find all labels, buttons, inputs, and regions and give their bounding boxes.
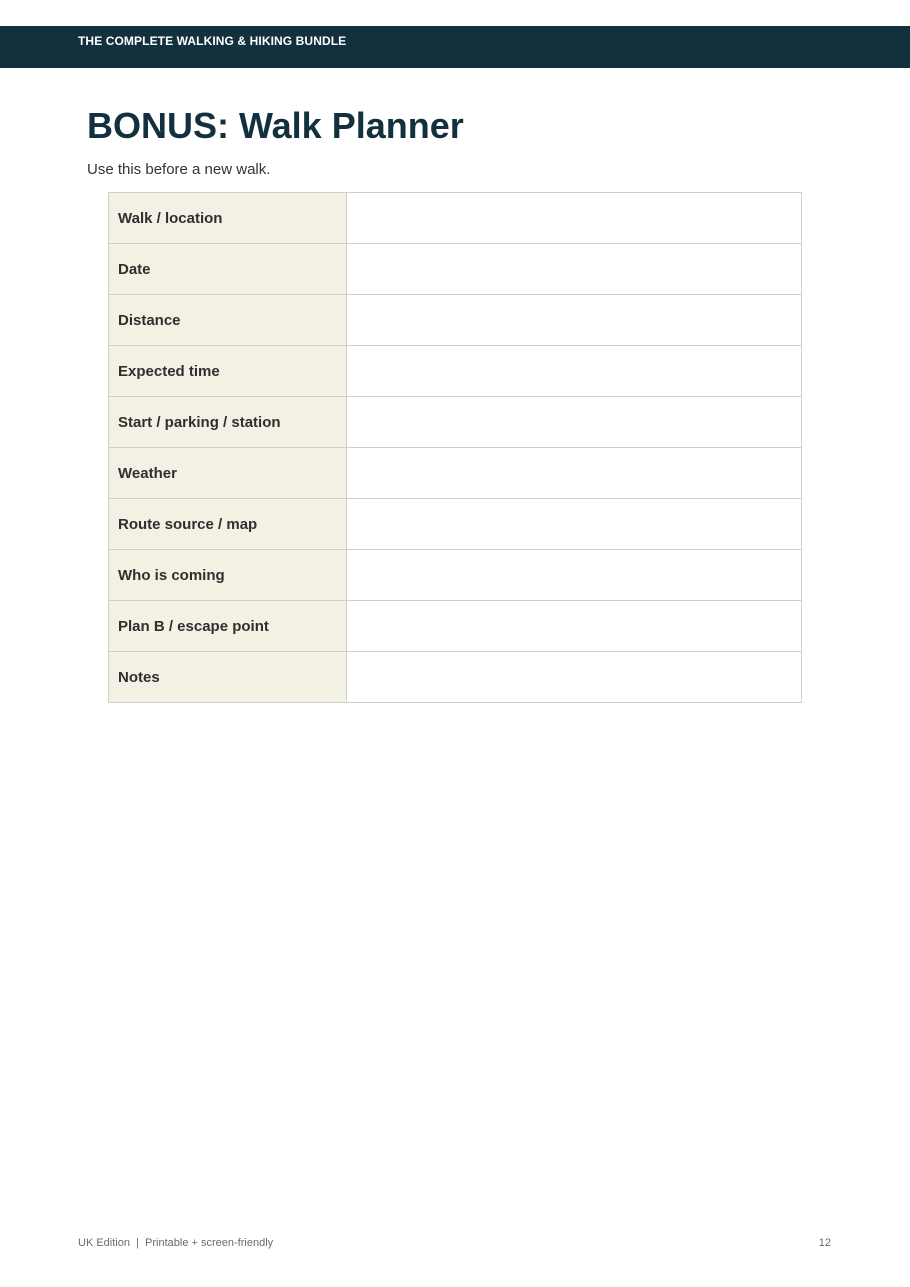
- walk-planner-table: [108, 192, 802, 703]
- header-band: [0, 26, 910, 68]
- table-row: [109, 448, 802, 499]
- row-label-who-is-coming: Who is coming: [109, 550, 347, 601]
- row-value-who-is-coming[interactable]: [347, 550, 802, 601]
- row-label-date: Date: [109, 244, 347, 295]
- row-label-expected-time: Expected time: [109, 346, 347, 397]
- row-value-walk-location[interactable]: [347, 193, 802, 244]
- row-label-weather: Weather: [109, 448, 347, 499]
- table-row: [109, 193, 802, 244]
- row-label-plan-b-escape-point: Plan B / escape point: [109, 601, 347, 652]
- table-row: [109, 397, 802, 448]
- row-value-route-source-map[interactable]: [347, 499, 802, 550]
- table-row: [109, 346, 802, 397]
- footer-edition-text: UK Edition | Printable + screen-friendly: [78, 1237, 274, 1249]
- row-label-route-source-map: Route source / map: [109, 499, 347, 550]
- table-row: [109, 295, 802, 346]
- page-subtitle: Use this before a new walk.: [87, 161, 271, 178]
- header-title: THE COMPLETE WALKING & HIKING BUNDLE: [78, 34, 347, 48]
- row-label-start-parking-station: Start / parking / station: [109, 397, 347, 448]
- table-row: [109, 601, 802, 652]
- row-value-expected-time[interactable]: [347, 346, 802, 397]
- table-row: [109, 499, 802, 550]
- table-row: [109, 550, 802, 601]
- page-title: BONUS: Walk Planner: [87, 105, 464, 146]
- row-value-date[interactable]: [347, 244, 802, 295]
- row-label-distance: Distance: [109, 295, 347, 346]
- footer-page-number: 12: [818, 1237, 831, 1249]
- row-value-weather[interactable]: [347, 448, 802, 499]
- row-value-notes[interactable]: [347, 652, 802, 703]
- table-row: [109, 652, 802, 703]
- row-value-distance[interactable]: [347, 295, 802, 346]
- row-value-start-parking-station[interactable]: [347, 397, 802, 448]
- row-value-plan-b-escape-point[interactable]: [347, 601, 802, 652]
- row-label-notes: Notes: [109, 652, 347, 703]
- row-label-walk-location: Walk / location: [109, 193, 347, 244]
- table-row: [109, 244, 802, 295]
